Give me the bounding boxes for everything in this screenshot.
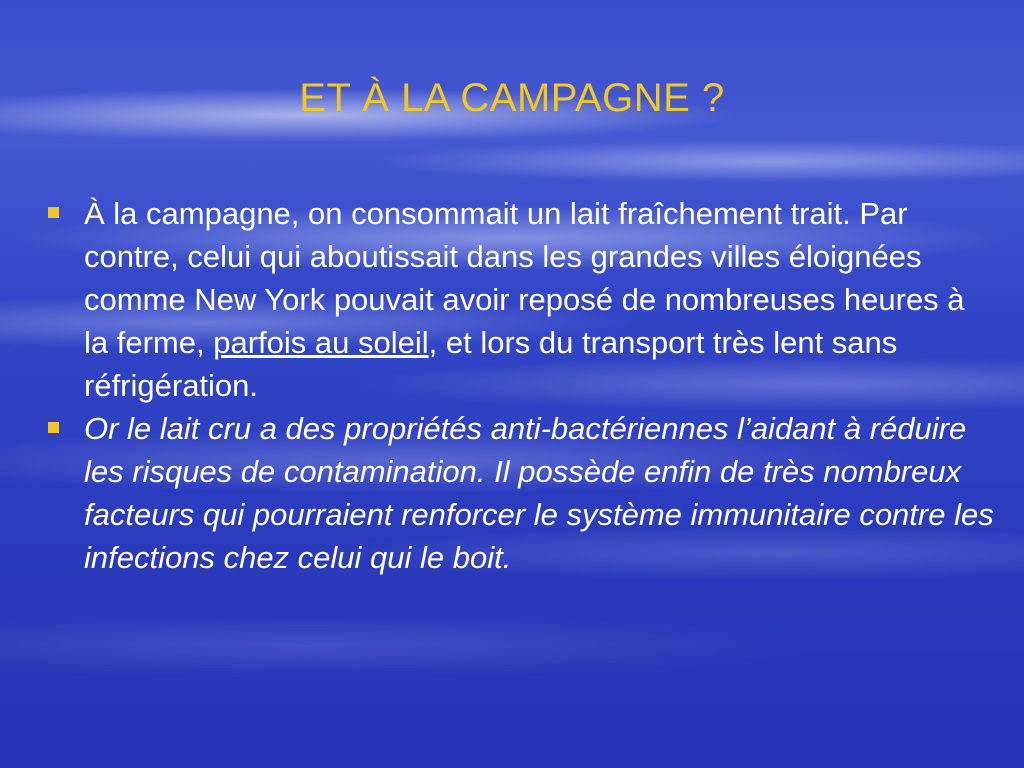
bullet-item-2	[44, 407, 994, 579]
bullet-text: Or le lait cru a des propriétés anti-bactériennes l’aidant à réduire les risques de contamination. Il possède enfin de très nombreux facteurs qui pourraient renforcer le système immunitaire contre les infections chez celui qui le boit.	[84, 411, 994, 575]
slide-title: ET À LA CAMPAGNE ?	[299, 76, 725, 120]
bullet-list	[44, 192, 994, 579]
square-bullet-icon	[48, 422, 59, 433]
square-bullet-icon	[48, 207, 59, 218]
bullet-item-1	[44, 192, 994, 407]
bullet-text-part: À la campagne, on consommait un lait fraîchement trait. Par contre, celui qui aboutissait dans les grandes villes éloignées comme New York pouvait avoir reposé de nombreuses heures à la ferme,	[84, 196, 965, 360]
bullet-text-part: , et lors du transport très lent sans réfrigération.	[84, 325, 898, 403]
underlined-phrase: parfois au soleil	[213, 325, 429, 360]
